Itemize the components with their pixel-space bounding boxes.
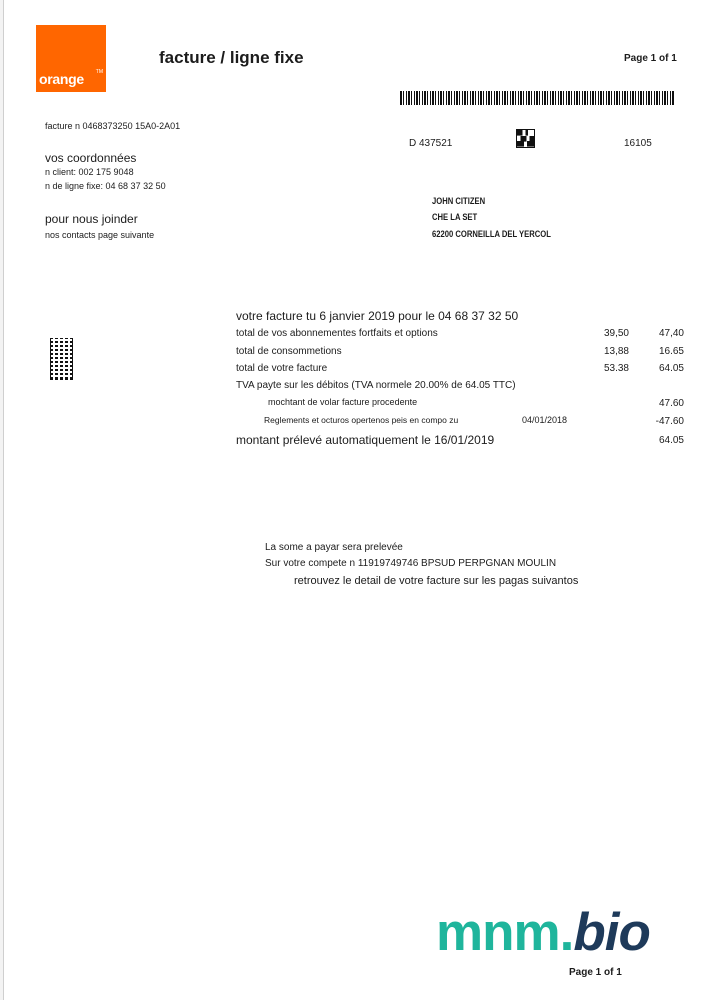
orange-logo [36, 25, 106, 92]
datamatrix-code [50, 338, 73, 380]
summary-heading: votre facture tu 6 janvier 2019 pour le 04 68 37 32 50 [236, 309, 519, 323]
page-number-top: Page 1 of 1 [624, 53, 677, 64]
summary-row-ttc: 16.65 [658, 346, 684, 357]
coordinates-heading: vos coordonnées [45, 151, 137, 165]
watermark-part-2: bio [573, 903, 650, 962]
client-number: n client: 002 175 9048 [45, 167, 134, 177]
logo-text: orange [39, 71, 84, 87]
logo-trademark: TM [95, 69, 103, 75]
recipient-name: JOHN CITIZEN [432, 196, 486, 206]
details-note: retrouvez le detail de votre facture sur les pagas suivantos [294, 575, 579, 587]
mailing-code: D 437521 [409, 138, 453, 149]
summary-row-label: total de votre facture [236, 363, 328, 374]
fixed-line-number: n de ligne fixe: 04 68 37 32 50 [45, 181, 166, 191]
contacts-note: nos contacts page suivante [45, 230, 155, 240]
summary-row-ttc: 47,40 [658, 328, 684, 339]
auto-debit-amount: 64.05 [658, 435, 684, 446]
summary-row-ht: 53.38 [603, 363, 629, 374]
qr-code [516, 129, 535, 148]
summary-row-ht: 39,50 [603, 328, 629, 339]
recipient-address-line: CHE LA SET [432, 212, 478, 222]
document-title: facture / ligne fixe [159, 48, 304, 67]
summary-row-ht: 13,88 [603, 346, 629, 357]
payments-date: 04/01/2018 [522, 415, 568, 425]
summary-row-label: total de consommetions [236, 346, 342, 357]
payment-note: La some a payar sera prelevée [265, 542, 403, 553]
payments-label: Reglements et octuros opertenos peis en compo zu [264, 415, 459, 425]
vat-note: TVA payte sur les débitos (TVA normele 20.00% de 64.05 TTC) [236, 380, 516, 391]
auto-debit-line: montant prélevé automatiquement le 16/01/2019 [236, 433, 495, 447]
previous-invoice-amount: 47.60 [658, 398, 684, 409]
barcode [400, 91, 674, 105]
page-number-bottom: Page 1 of 1 [569, 967, 622, 978]
recipient-city: 62200 CORNEILLA DEL YERCOL [432, 229, 551, 239]
bank-account-note: Sur votre compete n 11919749746 BPSUD PERPGNAN MOULIN [265, 558, 557, 569]
watermark-part-1: mnm. [436, 903, 574, 962]
mailing-number: 16105 [624, 138, 652, 149]
watermark-logo [436, 902, 650, 963]
previous-invoice-label: mochtant de volar facture procedente [268, 397, 418, 407]
invoice-reference: facture n 0468373250 15A0-2A01 [45, 121, 181, 131]
invoice-page [3, 0, 720, 1000]
contact-heading: pour nous joinder [45, 212, 138, 226]
summary-row-ttc: 64.05 [658, 363, 684, 374]
payments-amount: -47.60 [655, 416, 684, 427]
summary-row-label: total de vos abonnementes fortfaits et options [236, 328, 438, 339]
